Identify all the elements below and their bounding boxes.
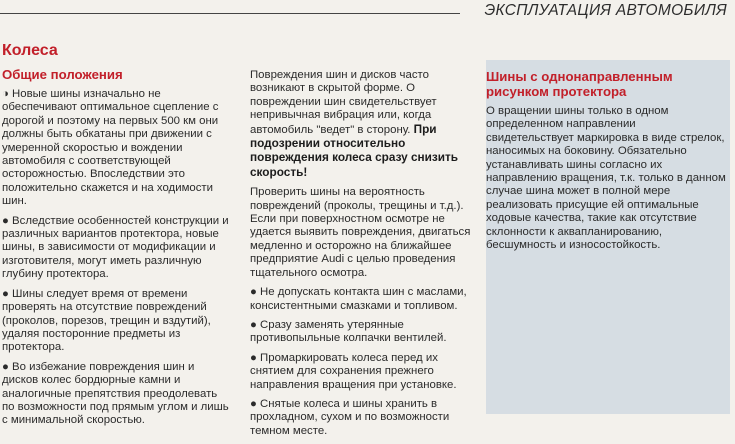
paragraph: ● Сразу заменять утерянные противопыльные колпачки вентилей.: [250, 318, 447, 345]
column-right: [486, 69, 726, 258]
paragraph: [250, 69, 472, 180]
column-left: [2, 67, 230, 434]
paragraph: Проверить шины на вероятность повреждений (проколы, трещины и т.д.). Если при поверхностном осмотре не удается выявить повреждения, двигаться медленно и осторожно на ближайшее предприятие Audi с целью проведения тщательного осмотра.: [250, 186, 471, 279]
subtitle-directional-tires: Шины с однонаправленным рисунком протектора: [486, 69, 673, 99]
paragraph-text: Повреждения шин и дисков часто возникают в скрытой форме. О повреждении шин свидетельствует непривычная вибрация или, когда автомобиль "ведет" в сторону.: [250, 69, 437, 136]
section-title: Колеса: [2, 42, 58, 59]
paragraph: ◑ Новые шины изначально не обеспечивают оптимальное сцепление с дорогой и поэтому на первых 500 км они должны быть обкатаны при движении с умеренной скоростью и вождении автомобиля с соответствующей осторожностью. Впоследствии это положительно скажется и на ходимости шин.: [2, 88, 219, 208]
header-rule: [0, 13, 460, 14]
paragraph: ● Промаркировать колеса перед их снятием для сохранения прежнего направления вращения при установке.: [250, 351, 457, 391]
column-middle: [250, 69, 472, 444]
paragraph: О вращении шины только в одном определенном направлении свидетельствует маркировка в виде стрелок, наносимых на боковину. Обязательно устанавливать шины согласно их направлению вращения, т.к. только в данном случае шина может в полной мере реализовать присущие ей оптимальные ходовые качества, такие как отсутствие склонности к аквапланированию, бесшумность и износостойкость.: [486, 105, 726, 252]
paragraph: ● Снятые колеса и шины хранить в прохладном, сухом и по возможности темном месте.: [250, 397, 450, 437]
paragraph: ● Шины следует время от времени проверять на отсутствие повреждений (проколов, порезов, трещин и вздутий), удаляя посторонние предметы из протектора.: [2, 287, 211, 354]
subtitle-general: Общие положения: [2, 67, 123, 82]
paragraph: ● Во избежание повреждения шин и дисков колес бордюрные камни и аналогичные препятствия преодолевать по возможности под прямым углом и лишь с минимальной скоростью.: [2, 360, 229, 427]
page-header-title: ЭКСПЛУАТАЦИЯ АВТОМОБИЛЯ: [484, 2, 727, 19]
warning-bold: При подозрении относительно повреждения колеса сразу снизить скорость!: [250, 121, 459, 179]
paragraph: ● Вследствие особенностей конструкции и различных вариантов протектора, новые шины, в зависимости от модификации и изготовителя, могут иметь различную глубину протектора.: [2, 214, 229, 281]
paragraph: ● Не допускать контакта шин с маслами, консистентными смазками и топливом.: [250, 286, 467, 312]
